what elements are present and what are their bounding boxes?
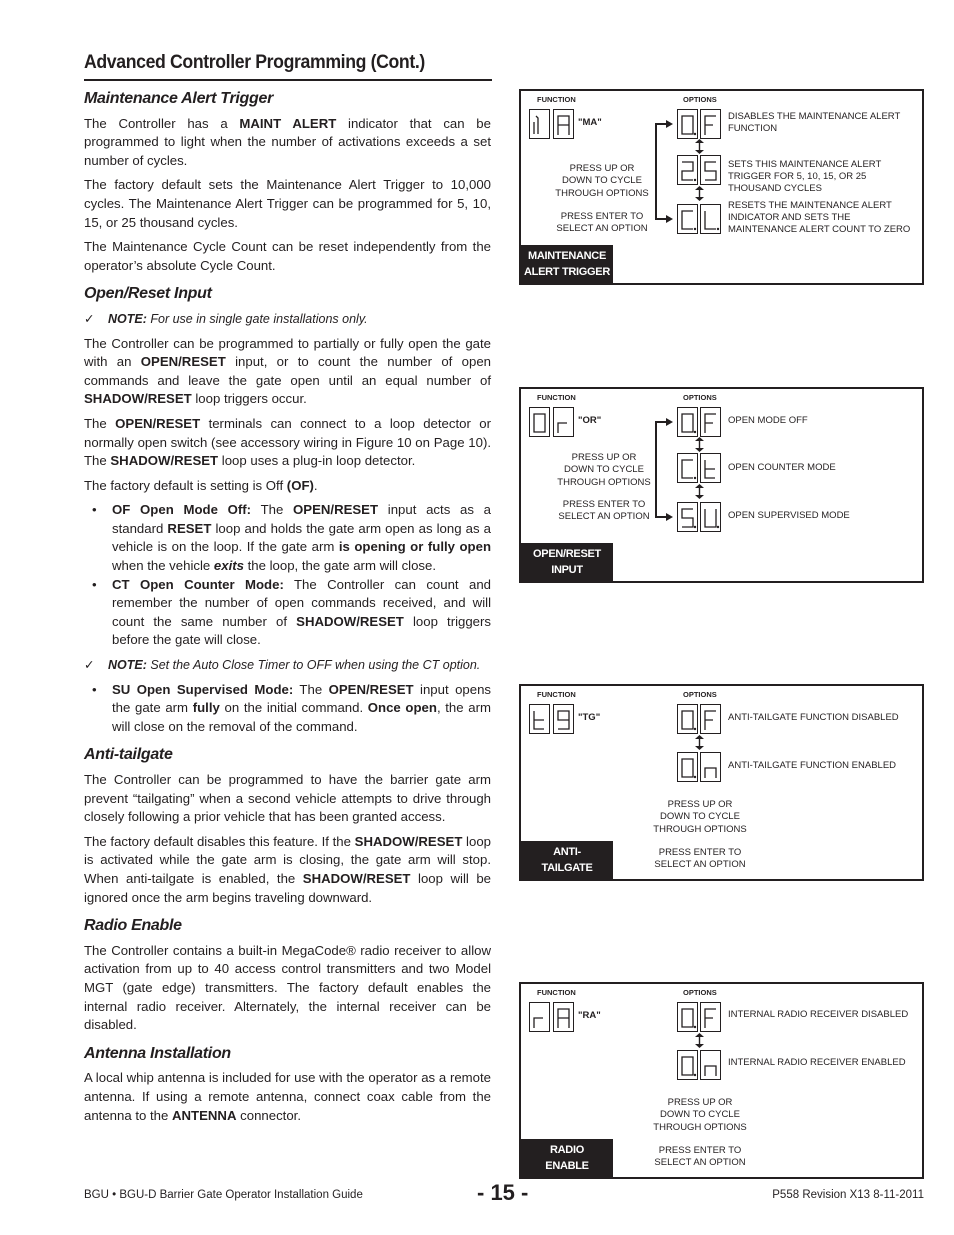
lcd-digit-t [700, 453, 721, 483]
lcd-digit-f [700, 1002, 721, 1032]
option-description: RESETS THE MAINTENANCE ALERT INDICATOR AND SETS THE MAINTENANCE ALERT COUNT TO ZERO [728, 200, 911, 235]
option-description: DISABLES THE MAINTENANCE ALERT FUNCTION [728, 111, 901, 134]
options-label: OPTIONS [683, 988, 717, 997]
open-reset-para-1: The Controller can be programmed to partially or fully open the gate with an OPEN/RESET input, or to count the number of open commands and leave the gate open until an equal number of SHADOW/RESET loop triggers occur. [84, 335, 491, 407]
maintenance-para-2: The factory default sets the Maintenance Alert Trigger to 10,000 cycles. The Maintenance Alert Trigger can be programmed for 5, 10, 15, or 25 thousand cycles. [84, 177, 491, 230]
arrow-right-icon [666, 418, 673, 426]
lcd-digit-o [529, 407, 550, 437]
arrow-right-icon [666, 120, 673, 128]
bullet-of-mode: • OF Open Mode Off: The OPEN/RESET input acts as a standard RESET loop and holds the gate arm open as long as a vehicle is on the loop. If the gate arm is opening or fully open when the vehicle exits the loop, the gate arm will close. [92, 502, 492, 574]
lcd-digit-s [677, 502, 698, 532]
option-description: OPEN COUNTER MODE [728, 462, 836, 473]
lcd-digit-g [553, 704, 574, 734]
arrow-right-icon [666, 513, 673, 521]
function-label: FUNCTION [537, 690, 576, 699]
option-description: ANTI-TAILGATE FUNCTION ENABLED [728, 760, 897, 771]
checkmark-icon: ✓ [84, 658, 95, 673]
option-description: INTERNAL RADIO RECEIVER DISABLED [728, 1009, 909, 1020]
option-description: ANTI-TAILGATE FUNCTION DISABLED [728, 712, 899, 723]
option-description: OPEN SUPERVISED MODE [728, 510, 850, 521]
lcd-digit-u [700, 502, 721, 532]
function-code: "OR" [578, 415, 602, 426]
option-description: INTERNAL RADIO RECEIVER ENABLED [728, 1057, 906, 1068]
bullet-ct-mode: • CT Open Counter Mode: The Controller can count and remember the number of open commands received, and will count the same number of SHADOW/RESET loop triggers before the gate will close. [92, 576, 492, 648]
bullet-su-mode: • SU Open Supervised Mode: The OPEN/RESET input opens the gate arm fully on the initial command. Once open, the arm will close on the removal of the command. [92, 681, 491, 734]
lcd-digit-l [700, 204, 721, 234]
lcd-digit-5 [700, 155, 721, 185]
radio-para-1: The Controller contains a built-in MegaCode® radio receiver to allow activation from up to 40 access control transmitters and two Model MGT (gate edge) transmitters. The factory default enables the internal radio receiver. Alternately, the internal receiver can be disabled. [84, 942, 491, 1033]
lcd-digit-a [553, 109, 574, 139]
checkmark-icon: ✓ [84, 311, 95, 326]
lcd-digit-f [700, 109, 721, 139]
lcd-digit-2 [677, 155, 698, 185]
page-title: Advanced Controller Programming (Cont.) [84, 52, 425, 73]
press-enter-instruction: PRESS ENTER TO SELECT AN OPTION [654, 1145, 746, 1169]
press-enter-instruction: PRESS ENTER TO SELECT AN OPTION [556, 211, 648, 235]
press-up-down-instruction: PRESS UP OR DOWN TO CYCLE THROUGH OPTIONS [555, 163, 649, 199]
antitailgate-para-2: The factory default disables this feature. If the SHADOW/RESET loop is activated while the gate arm is closing, the gate arm will stop. When anti-tailgate is enabled, the SHADOW/RESET loop will be ignored once the arm begins traveling downward. [84, 833, 492, 905]
lcd-digit-f [700, 407, 721, 437]
diagram-maintenance-alert [519, 89, 924, 285]
function-tag: MAINTENANCE ALERT TRIGGER [521, 245, 613, 283]
page-number: - 15 - [477, 1180, 529, 1205]
function-tag: OPEN/RESET INPUT [521, 543, 613, 581]
up-down-arrow-icon [695, 437, 704, 452]
antitailgate-heading: Anti-tailgate [84, 746, 173, 764]
function-label: FUNCTION [537, 95, 576, 104]
title-divider [84, 79, 492, 81]
lcd-digit-r [529, 1002, 550, 1032]
lcd-digit-t [529, 704, 550, 734]
option-description: OPEN MODE OFF [728, 415, 808, 426]
up-down-arrow-icon [695, 735, 704, 750]
up-down-arrow-icon [695, 139, 704, 154]
option-description: SETS THIS MAINTENANCE ALERT TRIGGER FOR 5, 10, 15, OR 25 THOUSAND CYCLES [728, 159, 882, 194]
up-down-arrow-icon [695, 186, 704, 201]
lcd-digit-r [553, 407, 574, 437]
antenna-para-1: A local whip antenna is included for use with the operator as a remote antenna. If using a remote antenna, connect coax cable from the antenna to the ANTENNA connector. [84, 1070, 491, 1123]
open-reset-note-1: ✓ NOTE: For use in single gate installations only. [84, 310, 491, 329]
lcd-digit-o [677, 1050, 698, 1080]
radio-heading: Radio Enable [84, 917, 182, 935]
antitailgate-para-1: The Controller can be programmed to have the barrier gate arm prevent “tailgating” when a second vehicle attempts to drive through closely following a prior vehicle that has been granted access. [84, 772, 491, 825]
options-label: OPTIONS [683, 690, 717, 699]
lcd-digit-c [677, 453, 698, 483]
diagram-radio-enable [519, 982, 924, 1179]
press-up-down-instruction: PRESS UP OR DOWN TO CYCLE THROUGH OPTIONS [653, 1097, 747, 1133]
maintenance-heading: Maintenance Alert Trigger [84, 90, 273, 107]
maintenance-para-1: The Controller has a MAINT ALERT indicator that can be programmed to light when the number of activations exceeds a set number of cycles. [84, 115, 491, 168]
text-column [84, 90, 491, 1131]
press-enter-instruction: PRESS ENTER TO SELECT AN OPTION [558, 499, 650, 523]
lcd-digit-o [677, 109, 698, 139]
lcd-digit-o [677, 1002, 698, 1032]
maintenance-para-3: The Maintenance Cycle Count can be reset independently from the operator’s absolute Cycle Count. [84, 239, 491, 273]
function-code: "MA" [578, 117, 602, 128]
options-label: OPTIONS [683, 393, 717, 402]
options-label: OPTIONS [683, 95, 717, 104]
lcd-digit-n [700, 1050, 721, 1080]
lcd-digit-o [677, 752, 698, 782]
function-tag: ANTI- TAILGATE [521, 841, 613, 879]
up-down-arrow-icon [695, 484, 704, 499]
function-code: "TG" [578, 712, 601, 723]
lcd-digit-c [677, 204, 698, 234]
antenna-heading: Antenna Installation [84, 1044, 231, 1062]
footer-guide-title: BGU • BGU-D Barrier Gate Operator Installation Guide [84, 1189, 363, 1201]
diagram-open-reset-input [519, 387, 924, 583]
lcd-digit-a [553, 1002, 574, 1032]
up-down-arrow-icon [695, 1033, 704, 1048]
diagram-anti-tailgate [519, 684, 924, 881]
open-reset-heading: Open/Reset Input [84, 285, 212, 303]
press-up-down-instruction: PRESS UP OR DOWN TO CYCLE THROUGH OPTIONS [557, 452, 651, 488]
lcd-digit-n [700, 752, 721, 782]
open-reset-note-2: ✓ NOTE: Set the Auto Close Timer to OFF when using the CT option. [84, 656, 491, 675]
lcd-digit-m [529, 109, 550, 139]
function-tag: RADIO ENABLE [521, 1139, 613, 1177]
lcd-digit-o [677, 704, 698, 734]
open-reset-para-2: The OPEN/RESET terminals can connect to a loop detector or normally open switch (see accessory wiring in Figure 10 on Page 10). The SHADOW/RESET loop uses a plug-in loop detector. [84, 415, 492, 469]
open-reset-para-3: The factory default is setting is Off (OF). [84, 477, 318, 493]
function-code: "RA" [578, 1010, 601, 1021]
arrow-right-icon [666, 215, 673, 223]
lcd-digit-f [700, 704, 721, 734]
press-up-down-instruction: PRESS UP OR DOWN TO CYCLE THROUGH OPTIONS [653, 799, 747, 835]
footer-revision: P558 Revision X13 8-11-2011 [772, 1189, 924, 1201]
function-label: FUNCTION [537, 988, 576, 997]
function-label: FUNCTION [537, 393, 576, 402]
press-enter-instruction: PRESS ENTER TO SELECT AN OPTION [654, 847, 746, 871]
lcd-digit-o [677, 407, 698, 437]
